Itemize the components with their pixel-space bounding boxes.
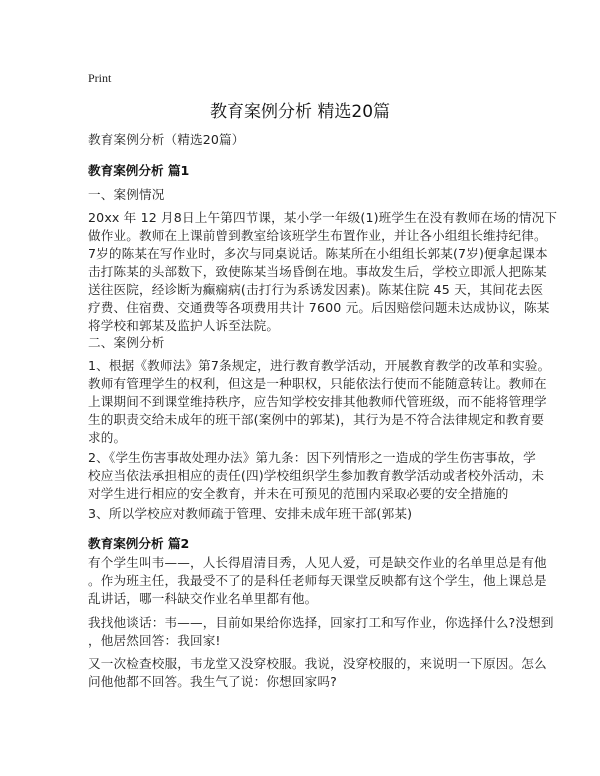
article-1-paragraph-1 xyxy=(88,209,557,335)
article-1-paragraph-3 xyxy=(88,449,544,503)
document-subtitle: 教育案例分析（精选20篇） xyxy=(88,132,245,147)
text-line: 有个学生叫韦——，人长得眉清目秀，人见人爱，可是缺交作业的名单里总是有他 xyxy=(88,555,547,570)
text-line: 问他他都不回答。我生气了说：你想回家吗? xyxy=(88,674,337,689)
article-2-paragraph-1 xyxy=(88,554,547,608)
text-line: 又一次检查校服，韦龙堂又没穿校服。我说，没穿校服的，来说明一下原因。怎么 xyxy=(88,656,547,671)
section-heading-case: 一、案例情况 xyxy=(88,187,165,202)
article-1-heading: 教育案例分析 篇1 xyxy=(88,163,190,178)
print-label: Print xyxy=(88,71,112,85)
text-line: 将学校和郭某及监护人诉至法院。 xyxy=(88,318,280,333)
text-line: 1、根据《教师法》第7条规定，进行教育教学活动，开展教育教学的改革和实验。 xyxy=(88,358,551,373)
text-line: 做作业。教师在上课前曾到教室给该班学生布置作业，并让各小组组长维持纪律。 xyxy=(88,228,547,243)
section-heading-analysis: 二、案例分析 xyxy=(88,335,165,350)
article-1-paragraph-2 xyxy=(88,357,550,447)
text-line: 疗费、住宿费、交通费等各项费用共计 7600 元。后因赔偿问题未达成协议，陈某 xyxy=(88,300,550,315)
text-line: 我找他谈话：韦——，目前如果给你选择，回家打工和写作业，你选择什么?没想到 xyxy=(88,615,554,630)
text-line: 生的职责交给未成年的班干部(案例中的郭某)，其行为是不符合法律规定和教育要 xyxy=(88,412,545,427)
article-2-paragraph-3 xyxy=(88,655,547,691)
text-line: 求的。 xyxy=(88,430,127,445)
text-line: 。作为班主任，我最受不了的是科任老师每天课堂反映都有这个学生，他上课总是 xyxy=(88,573,547,588)
text-line: 校应当依法承担相应的责任(四)学校组织学生参加教育教学活动或者校外活动，未 xyxy=(88,468,545,483)
text-line: 击打陈某的头部数下，致使陈某当场昏倒在地。事故发生后，学校立即派人把陈某 xyxy=(88,264,547,279)
page-title: 教育案例分析 精选20篇 xyxy=(209,102,391,122)
text-line: 对学生进行相应的安全教育，并未在可预见的范围内采取必要的安全措施的 xyxy=(88,486,509,501)
text-line: 送往医院，经诊断为癫痫病(击打行为系诱发因素)。陈某住院 45 天，其间花去医 xyxy=(88,282,544,297)
article-1-paragraph-4 xyxy=(88,505,412,523)
text-line: 教师有管理学生的权利，但这是一种职权，只能依法行使而不能随意转让。教师在 xyxy=(88,376,547,391)
text-line: 上课期间不到课堂维持秩序，应告知学校安排其他教师代管班级，而不能将管理学 xyxy=(88,394,547,409)
text-line: ，他居然回答：我回家! xyxy=(88,633,221,648)
article-2-paragraph-2 xyxy=(88,614,554,650)
text-line: 乱讲话，哪一科缺交作业名单里都有他。 xyxy=(88,591,318,606)
text-line: 20xx 年 12 月8日上午第四节课，某小学一年级(1)班学生在没有教师在场的情况下 xyxy=(88,210,558,225)
text-line: 2、《学生伤害事故处理办法》第九条：因下列情形之一造成的学生伤害事故，学 xyxy=(88,450,536,465)
text-line: 3、所以学校应对教师疏于管理、安排未成年班干部(郭某) xyxy=(88,506,413,521)
text-line: 7岁的陈某在写作业时，多次与同桌说话。陈某所在小组组长郭某(7岁)便拿起课本 xyxy=(88,246,548,261)
article-2-heading: 教育案例分析 篇2 xyxy=(88,536,190,551)
